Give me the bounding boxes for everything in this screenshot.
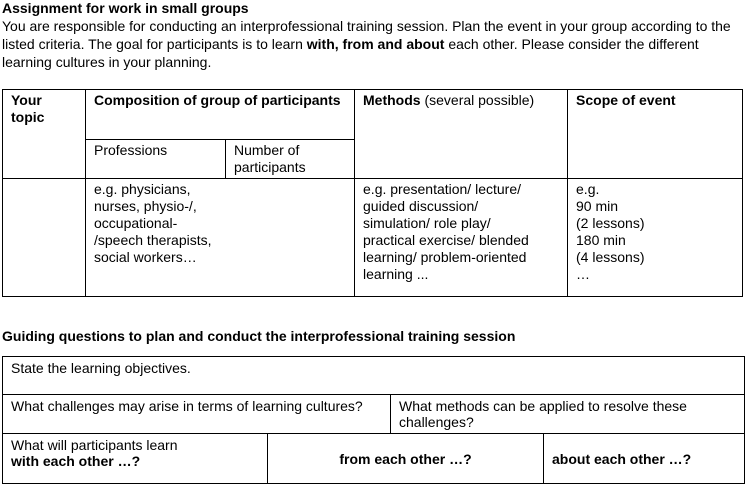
intro-text-1: You are responsible for conducting an interprofessional training session. Plan the event in your group according to the listed criteria. The goal for participants is to learn xyxy=(2,18,731,52)
methods-line: guided discussion/ xyxy=(363,198,479,214)
scope-line: (2 lessons) xyxy=(576,215,645,231)
methods-line: practical exercise/ blended xyxy=(363,232,529,248)
scope-line: 180 min xyxy=(576,232,626,248)
guiding-heading: Guiding questions to plan and conduct the interprofessional training session xyxy=(2,328,516,344)
cell-methods xyxy=(355,179,568,297)
methods-line: simulation/ role play/ xyxy=(363,215,491,231)
learn-prefix: What will participants learn xyxy=(11,437,178,453)
cell-topic xyxy=(3,179,86,297)
challenges-cell: What challenges may arise in terms of learning cultures? xyxy=(3,395,391,434)
assignment-title: Assignment for work in small groups xyxy=(2,0,249,16)
professions-line: e.g. physicians, xyxy=(94,181,191,197)
header-topic: Your topic xyxy=(3,90,86,179)
professions-line: occupational- xyxy=(94,215,178,231)
header-professions: Professions xyxy=(86,140,226,179)
scope-line: e.g. xyxy=(576,181,600,197)
professions-line: /speech therapists, xyxy=(94,232,212,248)
professions-line: nurses, physio-/, xyxy=(94,198,197,214)
header-scope: Scope of event xyxy=(568,90,743,179)
learn-from-cell: from each other …? xyxy=(268,434,544,484)
objectives-cell: State the learning objectives. xyxy=(3,357,745,395)
scope-line: … xyxy=(576,266,591,282)
guiding-table xyxy=(2,356,745,484)
learn-about-cell: about each other …? xyxy=(544,434,745,484)
planning-table xyxy=(2,89,743,297)
intro-text-2: each other. Please consider the different learning cultures in your planning. xyxy=(2,36,699,70)
header-methods-label: Methods xyxy=(363,92,421,108)
methods-line: e.g. presentation/ lecture/ xyxy=(363,181,522,197)
learn-with-cell xyxy=(3,434,268,484)
scope-line: 90 min xyxy=(576,198,619,214)
header-composition: Composition of group of participants xyxy=(86,90,355,140)
cell-professions xyxy=(86,179,355,297)
header-number: Number of participants xyxy=(226,140,355,179)
scope-line: (4 lessons) xyxy=(576,249,645,265)
methods-line: learning ... xyxy=(363,266,429,282)
cell-scope xyxy=(568,179,743,297)
intro-emphasis: with, from and about xyxy=(306,36,445,52)
assignment-intro xyxy=(2,17,742,71)
methods-resolve-cell: What methods can be applied to resolve these challenges? xyxy=(391,395,745,434)
professions-line: social workers… xyxy=(94,249,197,265)
header-methods-note: (several possible) xyxy=(420,92,535,108)
header-methods xyxy=(355,90,568,179)
learn-with: with each other …? xyxy=(11,453,141,469)
methods-line: learning/ problem-oriented xyxy=(363,249,527,265)
